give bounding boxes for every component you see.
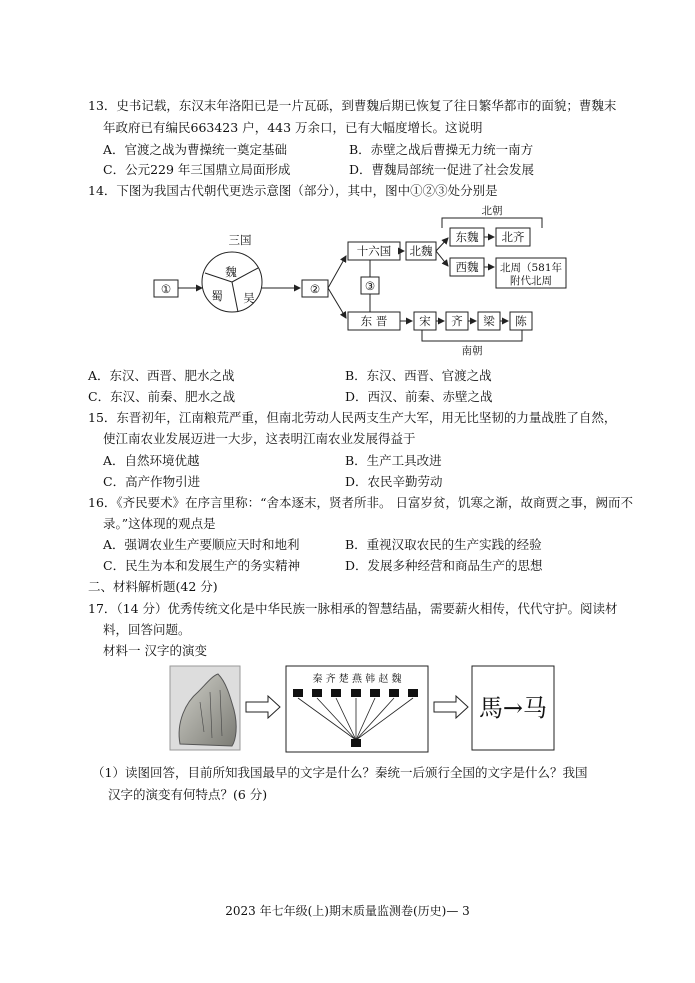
label-song: 宋 (419, 314, 431, 328)
q17-stem-line1: 17．（14 分）优秀传统文化是中华民族一脉相承的智慧结晶，需要薪火相传，代代守护。阅读材 (88, 601, 618, 616)
q15-option-c: C．高产作物引进 (103, 474, 201, 489)
q17-stem-line2: 料，回答问题。 (103, 622, 191, 637)
label-qi: 齐 (451, 314, 463, 328)
label-western-wei: 西魏 (455, 260, 479, 274)
label-northern-wei: 北魏 (409, 244, 433, 258)
q16-stem-line2: 录。”这体现的观点是 (103, 516, 216, 531)
label-shu: 蜀 (211, 289, 223, 303)
q16-stem-line1: 16．《齐民要术》在序言里称：“舍本逐末，贤者所非。 日富岁贫，饥寒之渐，故商贾之事，阙而不 (88, 495, 634, 510)
label-wei: 魏 (225, 265, 237, 279)
page-footer: 2023 年七年级(上)期末质量监测卷(历史)— 3 (225, 904, 470, 918)
character-evolution-figure (0, 662, 695, 762)
dynasty-diagram (0, 198, 695, 378)
ma-glyphs: 馬→马 (478, 694, 548, 722)
label-northern-zhou-1: 北周（581年 (499, 262, 563, 274)
q14-option-c: C．东汉、前秦、肥水之战 (88, 389, 236, 404)
label-eastern-wei: 东魏 (455, 230, 479, 244)
q16-option-a: A．强调农业生产要顺应天时和地利 (103, 537, 300, 552)
label-circle-2: ② (309, 282, 321, 296)
q13-stem-line1: 13．史书记载，东汉末年洛阳已是一片瓦砾，到曹魏后期已恢复了往日繁华都市的面貌；曹魏末 (88, 98, 617, 113)
section-2-heading: 二、材料解析题(42 分) (88, 579, 218, 594)
q14-stem: 14．下图为我国古代朝代更迭示意图（部分），其中，图中①②③处分别是 (88, 183, 498, 198)
q13-stem-line2: 年政府已有编民663423 户，443 万余口，已有大幅度增长。这说明 (103, 120, 483, 135)
small-seal-glyph (351, 739, 361, 747)
label-chen: 陈 (515, 314, 527, 328)
q13-option-b: B．赤壁之战后曹操无力统一南方 (349, 142, 534, 157)
q17-sub1-line1: （1）读图回答，目前所知我国最早的文字是什么？秦统一后颁行全国的文字是什么？我国 (92, 765, 588, 780)
northern-dynasties-bracket (442, 218, 542, 228)
q15-option-d: D．农民辛勤劳动 (345, 474, 443, 489)
q16-option-d: D．发展多种经营和商品生产的思想 (345, 558, 543, 573)
q13-option-a: A．官渡之战为曹操统一奠定基础 (103, 142, 288, 157)
label-wu: 吴 (243, 291, 255, 305)
q14-option-b: B．东汉、西晋、官渡之战 (345, 368, 492, 383)
q15-option-b: B．生产工具改进 (345, 453, 442, 468)
label-northern-dynasties: 北朝 (481, 205, 503, 217)
label-sixteen-kingdoms: 十六国 (356, 244, 392, 258)
label-northern-qi: 北齐 (501, 230, 525, 244)
q15-stem-line2: 使江南农业发展迈进一大步，这表明江南农业发展得益于 (103, 431, 416, 446)
label-liang: 梁 (483, 314, 495, 328)
label-southern-dynasties: 南朝 (461, 345, 483, 357)
arrow-right-icon (434, 696, 468, 718)
q17-sub1-line2: 汉字的演变有何特点？(6 分) (108, 787, 268, 802)
q15-option-a: A．自然环境优越 (103, 453, 200, 468)
q14-option-a: A．东汉、西晋、肥水之战 (88, 368, 235, 383)
southern-dynasties-bracket (422, 330, 522, 341)
q13-option-c: C．公元229 年三国鼎立局面形成 (103, 162, 291, 177)
label-eastern-jin: 东 晋 (360, 314, 388, 328)
label-circle-3: ③ (364, 279, 376, 293)
label-three-kingdoms: 三国 (228, 233, 252, 247)
label-northern-zhou-2: 附代北周 (510, 275, 552, 287)
label-circle-1: ① (160, 282, 172, 296)
q15-stem-line1: 15．东晋初年，江南粮荒严重，但南北劳动人民两支生产大军，用无比坚韧的力量战胜了自然， (88, 410, 617, 425)
arrow-right-icon (246, 696, 280, 718)
q13-option-d: D．曹魏局部统一促进了社会发展 (349, 162, 535, 177)
q14-option-d: D．西汉、前秦、赤壁之战 (345, 389, 493, 404)
material-1-title: 材料一 汉字的演变 (103, 643, 207, 658)
q16-option-b: B．重视汉取农民的生产实践的经验 (345, 537, 542, 552)
q16-option-c: C．民生为本和发展生产的务实精神 (103, 558, 301, 573)
states-label: 秦 齐 楚 燕 韩 赵 魏 (312, 674, 402, 685)
